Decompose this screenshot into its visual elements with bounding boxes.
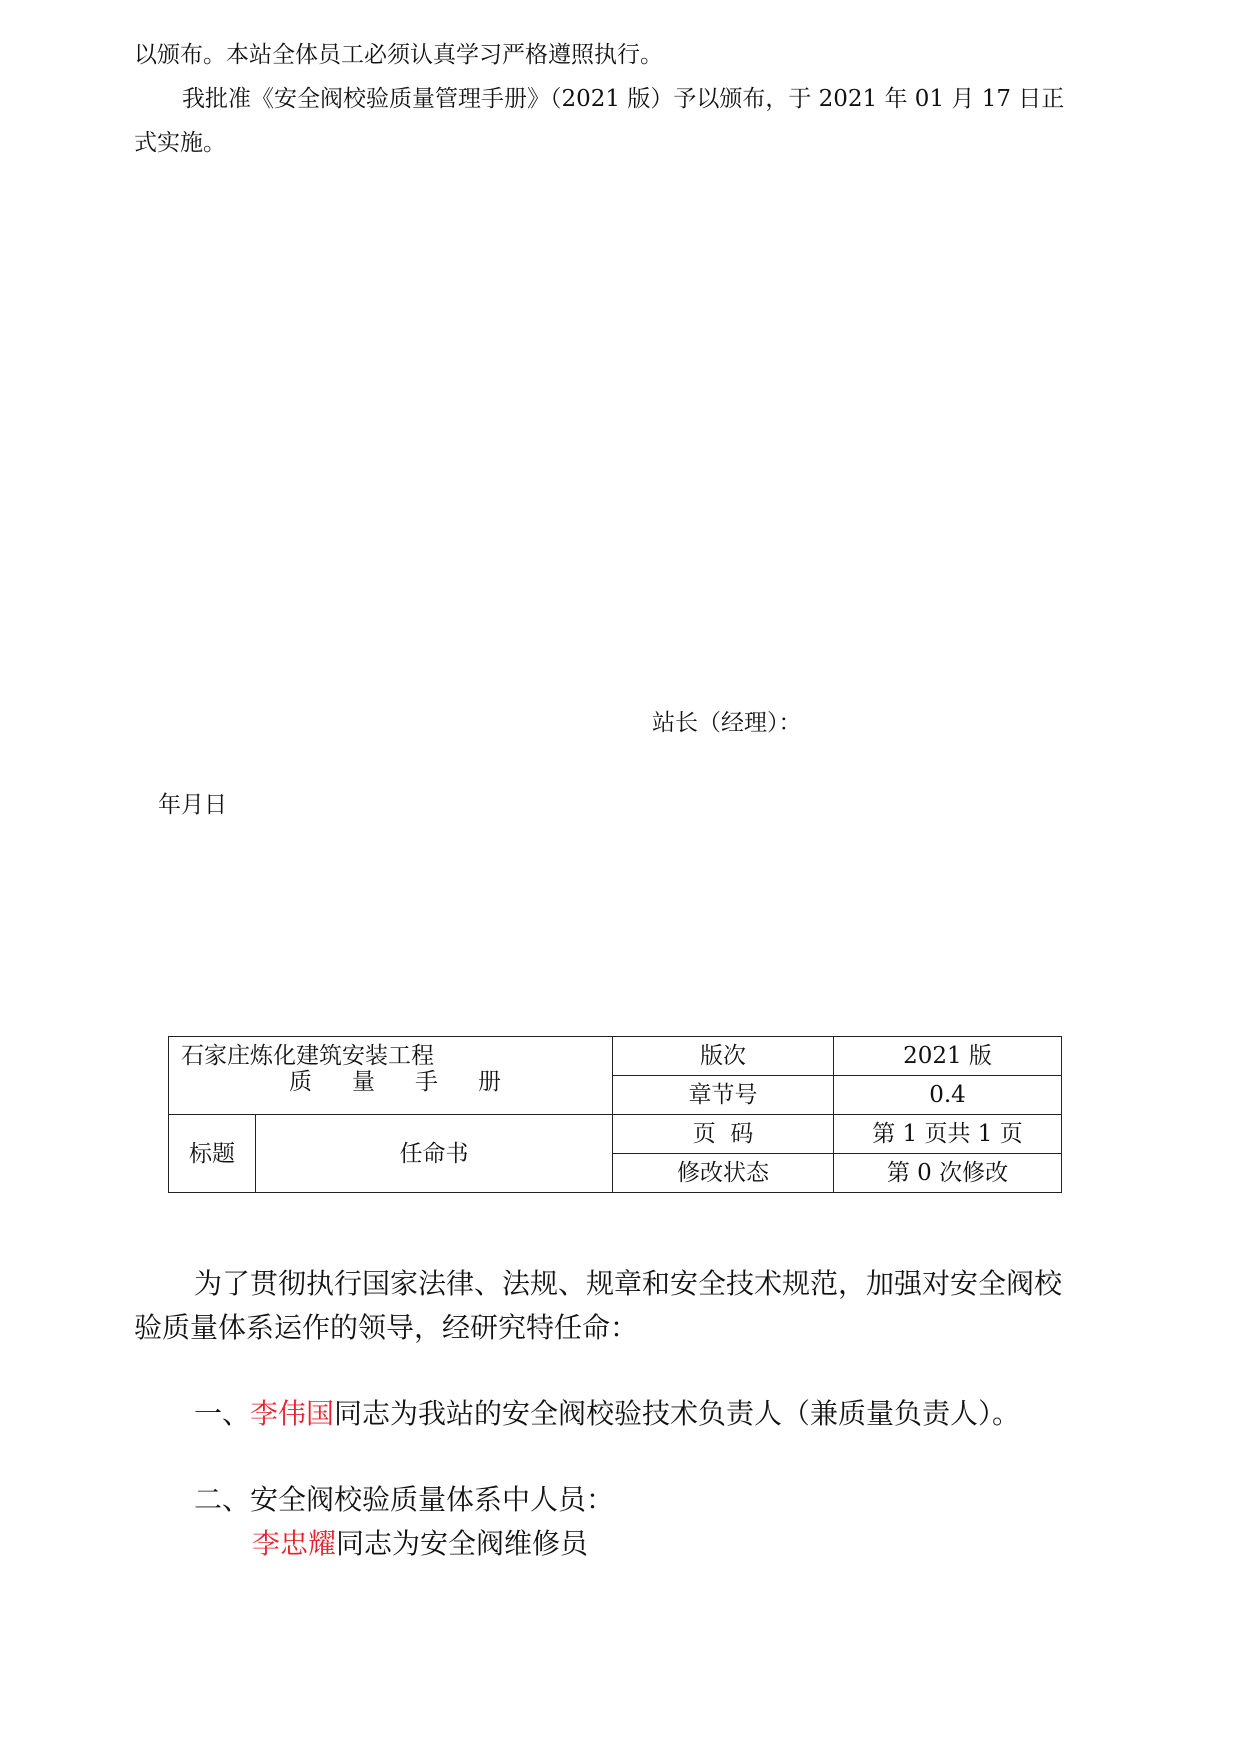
section-label: 章节号 bbox=[613, 1076, 834, 1115]
appointment-item-2-member bbox=[252, 1526, 588, 1562]
item-1-prefix: 一、 bbox=[194, 1397, 251, 1430]
item-1-text: 同志为我站的安全阀校验技术负责人（兼质量负责人）。 bbox=[334, 1397, 1021, 1430]
company-manual-cell bbox=[169, 1037, 613, 1115]
appointee-name-1: 李伟国 bbox=[250, 1397, 335, 1430]
title-value: 任命书 bbox=[256, 1115, 613, 1193]
intro-line-3: 式实施。 bbox=[134, 130, 226, 156]
table-row bbox=[169, 1115, 1062, 1154]
section-value: 0.4 bbox=[834, 1076, 1062, 1115]
body-paragraph-line-1: 为了贯彻执行国家法律、法规、规章和安全技术规范，加强对安全阀校 bbox=[194, 1267, 1063, 1300]
stationmaster-signature-label: 站长（经理）： bbox=[652, 710, 802, 736]
body-paragraph-line-2: 验质量体系运作的领导，经研究特任命： bbox=[134, 1311, 639, 1344]
page-label: 页 码 bbox=[613, 1115, 834, 1154]
appointment-item-1 bbox=[194, 1396, 1020, 1432]
revision-status-value: 第 0 次修改 bbox=[834, 1154, 1062, 1193]
intro-line-2: 我批准《安全阀校验质量管理手册》（2021 版）予以颁布，于 2021 年 01 月 17 日正 bbox=[182, 86, 1065, 112]
manual-name: 质量手册 bbox=[289, 1069, 541, 1095]
title-label: 标题 bbox=[169, 1115, 256, 1193]
intro-line-1: 以颁布。本站全体员工必须认真学习严格遵照执行。 bbox=[134, 42, 663, 68]
appointment-item-2: 二、安全阀校验质量体系中人员： bbox=[194, 1483, 615, 1516]
page-value: 第 1 页共 1 页 bbox=[834, 1115, 1062, 1154]
table-row bbox=[169, 1037, 1062, 1076]
revision-status-label: 修改状态 bbox=[613, 1154, 834, 1193]
company-name: 石家庄炼化建筑安装工程 bbox=[181, 1043, 434, 1069]
signature-date: 年月日 bbox=[158, 792, 227, 818]
document-header-table bbox=[168, 1036, 1062, 1193]
item-2-role: 同志为安全阀维修员 bbox=[336, 1527, 589, 1560]
edition-value: 2021 版 bbox=[834, 1037, 1062, 1076]
appointee-name-2: 李忠耀 bbox=[252, 1527, 337, 1560]
edition-label: 版次 bbox=[613, 1037, 834, 1076]
